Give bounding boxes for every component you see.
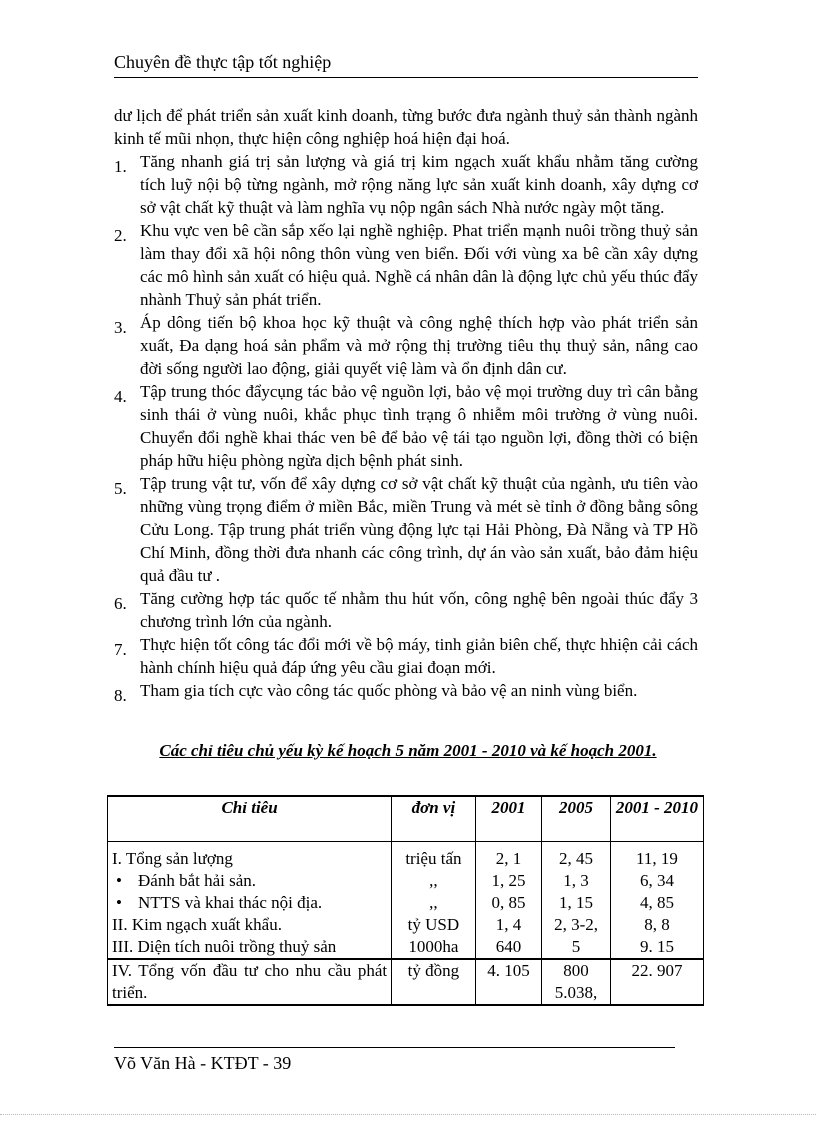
- list-item: [114, 150, 698, 219]
- row-unit: triệu tấn: [392, 842, 476, 871]
- row-name: [108, 892, 392, 914]
- row-2005: 1, 15: [542, 892, 611, 914]
- list-text: Tập trung vật tư, vốn để xây dựng cơ sở vật chất kỹ thuật của ngành, ưu tiên vào những vùng trọng điểm ở miền Bắc, miền Trung và mét sè tỉnh ở đồng bằng sông Cửu Long. Tập trung phát triển vùng động lực tại Hải Phòng, Đà Nẵng và TP Hồ Chí Minh, đồng thời đưa nhanh các công trình, dự án vào sản xuất, bảo đảm hiệu quả đầu tư .: [140, 474, 698, 585]
- row-2001-2010: 22. 907: [610, 959, 703, 1005]
- list-item: [114, 219, 698, 311]
- row-2005: 800 5.038,: [542, 959, 611, 1005]
- table-caption: Các chỉ tiêu chủ yếu kỳ kế hoạch 5 năm 2001 - 2010 và kế hoạch 2001.: [159, 741, 657, 760]
- row-unit: ,,: [392, 892, 476, 914]
- list-number: 6.: [114, 594, 127, 613]
- list-number: 8.: [114, 686, 127, 705]
- intro-paragraph: dư lịch để phát triển sản xuất kinh doanh, từng bước đưa ngành thuỷ sản thành ngành kinh tế mũi nhọn, thực hiện công nghiệp hoá hiện đại hoá.: [114, 106, 698, 148]
- table-row: [108, 959, 704, 1005]
- row-name: III. Diện tích nuôi trồng thuỷ sản: [108, 936, 392, 959]
- list-text: Tham gia tích cực vào công tác quốc phòng và bảo vệ an ninh vùng biển.: [140, 681, 638, 700]
- list-number: 1.: [114, 157, 127, 176]
- row-2001-2010: 6, 34: [610, 870, 703, 892]
- row-2001: 1, 25: [475, 870, 542, 892]
- list-item: [114, 633, 698, 679]
- row-2001-2010: 4, 85: [610, 892, 703, 914]
- header-2001-2010: 2001 - 2010: [610, 796, 703, 842]
- numbered-list: [114, 150, 698, 705]
- header-divider: [114, 77, 698, 78]
- row-name: IV. Tổng vốn đầu tư cho nhu cầu phát triển.: [108, 959, 392, 1005]
- row-2001-2010: 9. 15: [610, 936, 703, 959]
- targets-table: [107, 795, 704, 1006]
- list-text: Tăng cường hợp tác quốc tế nhằm thu hút vốn, công nghệ bên ngoài thúc đẩy 3 chương trình lớn của ngành.: [140, 589, 698, 631]
- header-2005: 2005: [542, 796, 611, 842]
- list-number: 2.: [114, 226, 127, 245]
- row-unit: tỷ đồng: [392, 959, 476, 1005]
- bullet-icon: •: [116, 893, 122, 912]
- list-item: [114, 380, 698, 472]
- table-row: [108, 914, 704, 936]
- row-2001: 4. 105: [475, 959, 542, 1005]
- row-unit: tỷ USD: [392, 914, 476, 936]
- list-item: [114, 472, 698, 587]
- bullet-icon: •: [116, 871, 122, 890]
- row-2001-2010: 8, 8: [610, 914, 703, 936]
- page-footer: Võ Văn Hà - KTĐT - 39: [114, 1053, 292, 1073]
- row-2005: 2, 3-2,: [542, 914, 611, 936]
- list-number: 4.: [114, 387, 127, 406]
- row-unit: ,,: [392, 870, 476, 892]
- page-header-title: Chuyên đề thực tập tốt nghiệp: [114, 52, 332, 72]
- row-name-text: Đánh bắt hải sản.: [138, 871, 257, 890]
- row-name: I. Tổng sản lượng: [108, 842, 392, 871]
- row-2005: 5: [542, 936, 611, 959]
- list-number: 7.: [114, 640, 127, 659]
- list-text: Thực hiện tốt công tác đổi mới về bộ máy, tinh giản biên chế, thực hhiện cải cách hành chính hiệu quả đáp ứng yêu cầu giai đoạn mới.: [140, 635, 698, 677]
- row-2001: 0, 85: [475, 892, 542, 914]
- list-item: [114, 587, 698, 633]
- row-2001: 640: [475, 936, 542, 959]
- row-unit: 1000ha: [392, 936, 476, 959]
- list-number: 3.: [114, 318, 127, 337]
- row-name: II. Kim ngạch xuất khẩu.: [108, 914, 392, 936]
- list-number: 5.: [114, 479, 127, 498]
- row-name-text: NTTS và khai thác nội địa.: [138, 893, 323, 912]
- table-row: [108, 936, 704, 959]
- row-2001: 2, 1: [475, 842, 542, 871]
- table-header-row: [108, 796, 704, 842]
- list-text: Tập trung thóc đẩycụng tác bảo vệ nguồn lợi, bảo vệ mọi trường duy trì cân bằng sinh thái ở vùng nuôi, khắc phục tình trạng ô nhiễm môi trường ở vùng nuôi. Chuyển đổi nghề khai thác ven bê để bảo vệ tái tạo nguồn lợi, đồng thời có biện pháp hữu hiệu phòng ngừa dịch bệnh phát sinh.: [140, 382, 698, 470]
- header-indicator: Chỉ tiêu: [108, 796, 392, 842]
- table-row: [108, 842, 704, 871]
- list-text: Tăng nhanh giá trị sản lượng và giá trị kim ngạch xuất khẩu nhằm tăng cường tích luỹ nội bộ từng ngành, mở rộng năng lực sản xuất kinh doanh, xây dựng cơ sở vật chất kỹ thuật và làm nghĩa vụ nộp ngân sách Nhà nước ngày một tăng.: [140, 152, 698, 217]
- list-text: Áp dông tiến bộ khoa học kỹ thuật và công nghệ thích hợp vào phát triển sản xuất, Đa dạng hoá sản phẩm và mở rộng thị trường tiêu thụ thuỷ sản, nâng cao đời sống người lao động, giải quyết việ làm và ổn định dân cư.: [140, 313, 698, 378]
- page-edge-divider: [0, 1114, 816, 1115]
- row-name: [108, 870, 392, 892]
- table-row: [108, 870, 704, 892]
- row-2001: 1, 4: [475, 914, 542, 936]
- list-item: [114, 679, 698, 705]
- row-2005: 1, 3: [542, 870, 611, 892]
- table-row: [108, 892, 704, 914]
- header-unit: đơn vị: [392, 796, 476, 842]
- footer-divider: [114, 1047, 675, 1048]
- row-2005: 2, 45: [542, 842, 611, 871]
- list-item: [114, 311, 698, 380]
- list-text: Khu vực ven bê cần sắp xếo lại nghề nghiệp. Phat triển mạnh nuôi trồng thuỷ sản làm thay đổi xã hội nông thôn vùng ven biển. Đối với vùng xa bê cần xây dựng các mô hình sản xuất có hiệu quả. Nghề cá nhân dân là động lực chủ yếu thúc đẩy nhành Thuỷ sản phát triển.: [140, 221, 698, 309]
- row-2001-2010: 11, 19: [610, 842, 703, 871]
- header-2001: 2001: [475, 796, 542, 842]
